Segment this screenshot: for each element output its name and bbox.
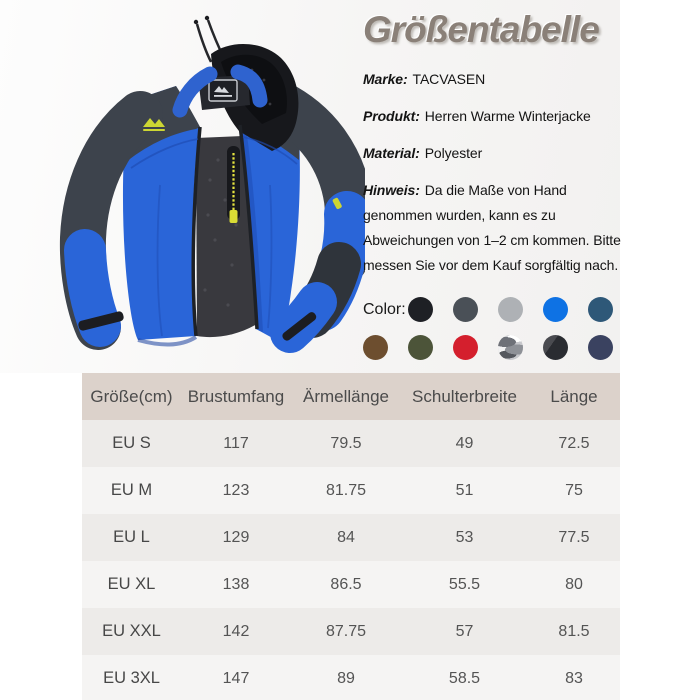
field-value: Da die Maße von Hand genommen wurden, kann es zu Abweichungen von 1–2 cm kommen. Bitte messen Sie vor dem Kauf sorgfältig nach. xyxy=(363,182,621,274)
table-header-row xyxy=(82,373,620,420)
chest-zipper xyxy=(227,146,240,223)
value-cell: 89 xyxy=(337,669,355,687)
color-row-1 xyxy=(363,297,621,322)
size-cell: EU 3XL xyxy=(103,669,160,687)
color-swatch-gray-camo xyxy=(498,335,523,360)
field-label: Produkt: xyxy=(363,108,420,125)
value-cell: 53 xyxy=(455,528,474,546)
value-cell: 138 xyxy=(222,575,250,593)
value-cell: 79.5 xyxy=(330,434,362,452)
header-cell-aermellaenge: Ärmellänge xyxy=(303,386,389,406)
color-swatch-steel-blue xyxy=(588,297,613,322)
size-cell: EU S xyxy=(112,434,151,452)
size-table xyxy=(82,373,620,700)
field-value: TACVASEN xyxy=(412,71,486,88)
value-cell: 58.5 xyxy=(448,669,481,687)
field-value: Herren Warme Winterjacke xyxy=(424,108,591,125)
value-cell: 123 xyxy=(222,481,250,499)
value-cell: 51 xyxy=(455,481,474,499)
color-swatch-blue xyxy=(543,297,568,322)
color-swatch-black xyxy=(408,297,433,322)
top-section xyxy=(0,0,620,373)
size-cell: EU M xyxy=(110,481,153,499)
table-row-eu-s xyxy=(82,420,620,467)
value-cell: 81.5 xyxy=(558,622,590,640)
value-cell: 142 xyxy=(222,622,250,640)
color-swatch-charcoal xyxy=(543,335,568,360)
size-cell: EU XL xyxy=(107,575,156,593)
value-cell: 81.75 xyxy=(325,481,367,499)
table-row-eu-xl xyxy=(82,561,620,608)
value-cell: 57 xyxy=(455,622,474,640)
size-table-grid xyxy=(82,373,620,700)
field-label: Marke: xyxy=(363,71,408,88)
color-swatch-army-green xyxy=(408,335,433,360)
color-label: Color: xyxy=(363,300,406,318)
value-cell: 147 xyxy=(222,669,250,687)
field-hinweis xyxy=(363,178,621,278)
field-produkt xyxy=(363,104,621,129)
color-swatch-navy xyxy=(588,335,613,360)
size-cell: EU L xyxy=(113,528,150,546)
header-cell-laenge: Länge xyxy=(550,386,598,406)
value-cell: 83 xyxy=(565,669,583,687)
table-row-eu-xxl xyxy=(82,608,620,655)
value-cell: 80 xyxy=(565,575,583,593)
size-cell: EU XXL xyxy=(102,622,161,640)
winter-jacket-photo xyxy=(0,0,365,365)
value-cell: 75 xyxy=(565,481,583,499)
value-cell: 86.5 xyxy=(330,575,362,593)
value-cell: 72.5 xyxy=(558,434,590,452)
field-value: Polyester xyxy=(424,145,483,162)
color-swatch-light-gray xyxy=(498,297,523,322)
header-cell-schulterbreite: Schulterbreite xyxy=(412,386,517,406)
table-row-eu-m xyxy=(82,467,620,514)
value-cell: 49 xyxy=(455,434,474,452)
value-cell: 117 xyxy=(223,434,249,452)
collar xyxy=(180,72,260,110)
color-options xyxy=(363,297,621,360)
header-cell-groesse: Größe(cm) xyxy=(90,386,173,406)
value-cell: 129 xyxy=(222,528,250,546)
field-marke xyxy=(363,67,621,92)
color-swatch-brown xyxy=(363,335,388,360)
table-row-eu-l xyxy=(82,514,620,561)
header-cell-brustumfang: Brustumfang xyxy=(187,386,285,406)
field-label: Material: xyxy=(363,145,420,162)
value-cell: 55.5 xyxy=(448,575,481,593)
info-panel xyxy=(363,6,621,373)
table-row-eu-3xl xyxy=(82,655,620,700)
color-swatch-dark-gray xyxy=(453,297,478,322)
value-cell: 84 xyxy=(337,528,355,546)
value-cell: 87.75 xyxy=(325,622,367,640)
field-material xyxy=(363,141,621,166)
jacket-illustration xyxy=(0,0,365,365)
value-cell: 77.5 xyxy=(558,528,590,546)
color-row-2 xyxy=(363,335,621,360)
page-title: Größentabelle xyxy=(363,9,599,50)
field-label: Hinweis: xyxy=(363,182,420,199)
color-swatch-red xyxy=(453,335,478,360)
